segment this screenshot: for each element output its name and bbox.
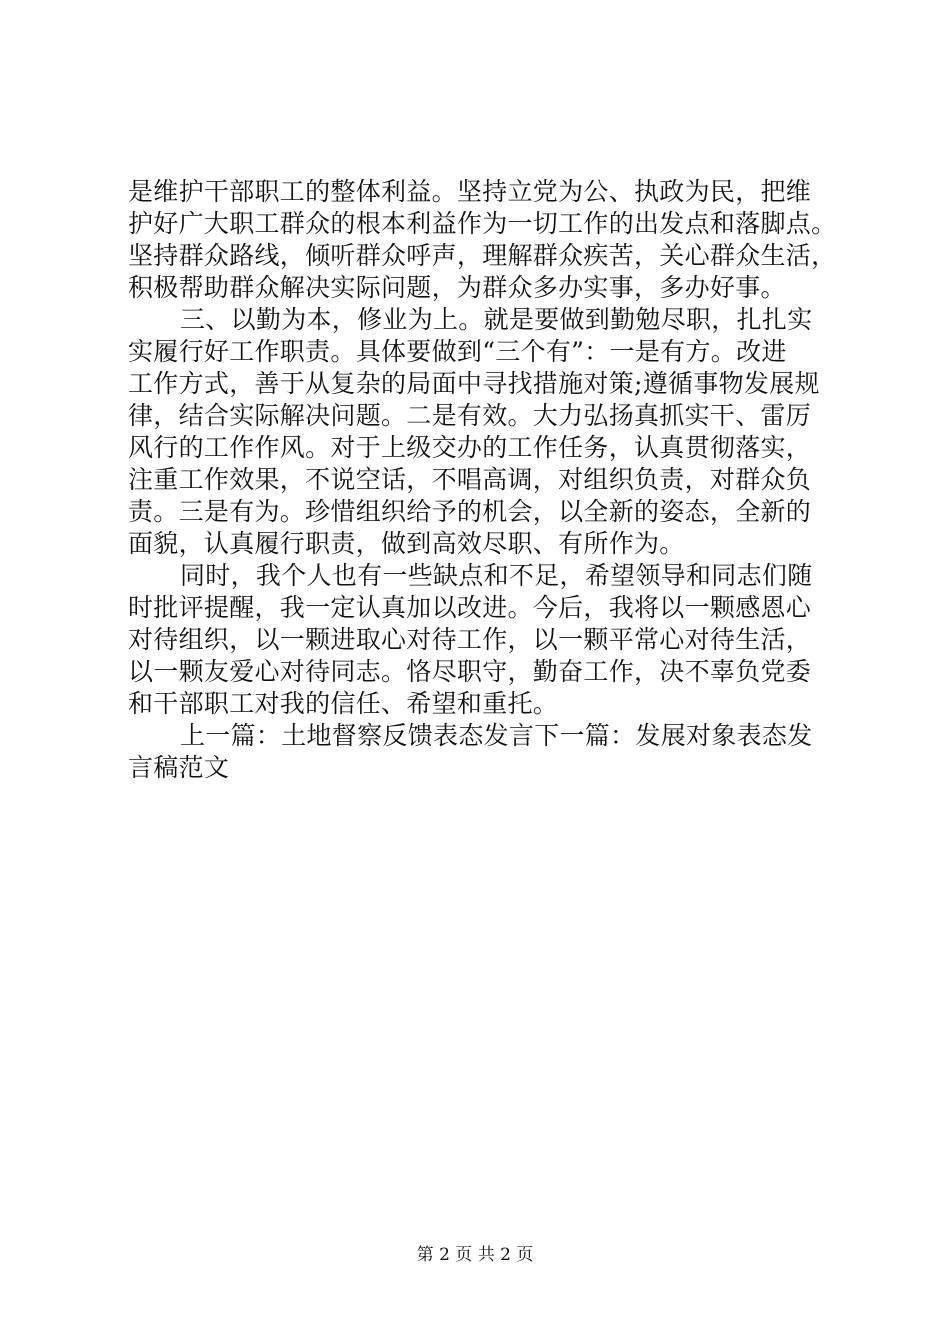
text-line: 时批评提醒，我一定认真加以改进。今后，我将以一颗感恩心 — [128, 593, 812, 622]
prev-next-navigation-line[interactable]: 言稿范文 — [128, 753, 230, 782]
document-body — [128, 176, 848, 784]
text-line: 实履行好工作职责。具体要做到“三个有”：一是有方。改进 — [128, 337, 787, 366]
paragraph-start-line: 同时，我个人也有一些缺点和不足，希望领导和同志们随 — [180, 561, 813, 590]
text-line: 面貌，认真履行职责，做到高效尽职、有所作为。 — [128, 529, 685, 558]
text-line: 律，结合实际解决问题。二是有效。大力弘扬真抓实干、雷厉 — [128, 401, 812, 430]
text-line: 对待组织，以一颗进取心对待工作，以一颗平常心对待生活， — [128, 625, 812, 654]
text-line: 注重工作效果，不说空话，不唱高调，对组织负责，对群众负 — [128, 465, 812, 494]
text-line: 护好广大职工群众的根本利益作为一切工作的出发点和落脚点。 — [128, 209, 837, 238]
text-line: 和干部职工对我的信任、希望和重托。 — [128, 689, 559, 718]
page-number-footer: 第 2 页 共 2 页 — [416, 1245, 534, 1265]
text-line: 风行的工作作风。对于上级交办的工作任务，认真贯彻落实， — [128, 433, 812, 462]
prev-next-navigation-line[interactable]: 上一篇：土地督察反馈表态发言下一篇：发展对象表态发 — [180, 721, 813, 750]
text-line: 以一颗友爱心对待同志。恪尽职守，勤奋工作，决不辜负党委 — [128, 657, 812, 686]
text-line: 坚持群众路线，倾听群众呼声，理解群众疾苦，关心群众生活， — [128, 241, 837, 270]
text-line: 积极帮助群众解决实际问题，为群众多办实事，多办好事。 — [128, 273, 786, 302]
text-line: 责。三是有为。珍惜组织给予的机会，以全新的姿态，全新的 — [128, 497, 812, 526]
text-line: 是维护干部职工的整体利益。坚持立党为公、执政为民，把维 — [128, 177, 812, 206]
paragraph-start-line: 三、以勤为本，修业为上。就是要做到勤勉尽职，扎扎实 — [180, 305, 813, 334]
text-line: 工作方式，善于从复杂的局面中寻找措施对策;遵循事物发展规 — [128, 369, 820, 398]
